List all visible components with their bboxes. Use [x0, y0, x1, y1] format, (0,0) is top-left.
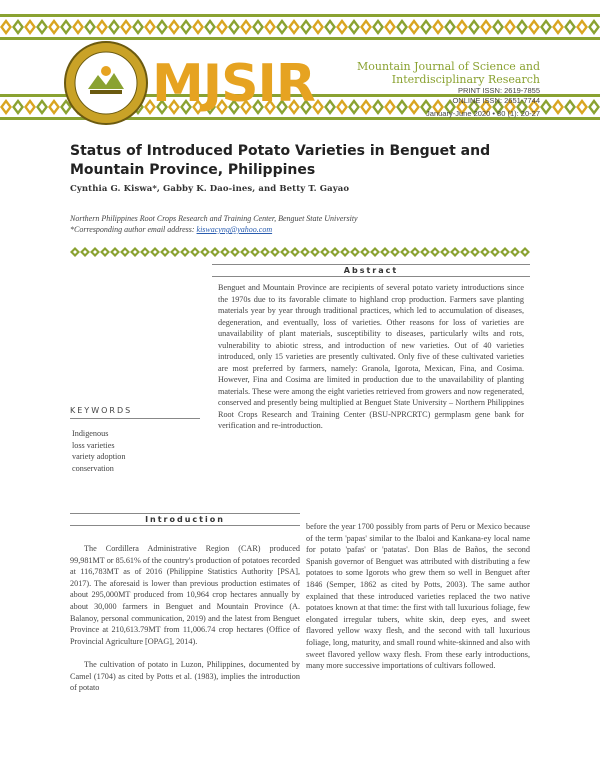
article-title: Status of Introduced Potato Varieties in Benguet and Mountain Province, Philippines [70, 143, 491, 178]
keyword-item: Indigenous [72, 429, 109, 438]
abstract-text: Benguet and Mountain Province are recipients of several potato variety introductions since the 1970s due to its favorable climate to highland crop production. Farmers save planting materials year by year through traditional practices, which led to accumulation of diseases, degeneration, and eventually, loss of varieties. Other reasons for loss of varieties are unavailability of plant materials, susceptibility to diseases, particularly wilts and rots, vulnerability to abiotic stress, and introduction of new varieties. Out of 40 varieties introduced, only 15 varieties are presently cultivated. Only five of these cultivated varieties are most preferred by farmers, namely: Granola, Igorota, Mexican, Fina, and Cosima. However, Fina and Cosima are limited in production due to the unavailability of planting materials. These were among the eight varieties retrieved from growers and now regenerated, conserved and presently being multiplied at Benguet State University – Northern Philippines Root Crops Research and Training Center (BSU-NPRCRTC) germplasm gene bank for verification and re-introduction. [218, 283, 524, 430]
keywords-list [72, 428, 125, 474]
keywords-rule [70, 418, 200, 419]
email-label: *Corresponding author email address: [70, 225, 195, 234]
introduction-left-column [70, 543, 300, 705]
keyword-item: conservation [72, 463, 114, 473]
online-issn: ONLINE ISSN: 2651-7744 [452, 96, 540, 105]
journal-logo: MJSIR [152, 54, 315, 114]
issue-info: January-June 2020 • 80 (1): 20-27 [426, 109, 540, 118]
keywords-heading: KEYWORDS [70, 406, 133, 415]
decorative-weave-band-top [0, 14, 600, 40]
intro-paragraph-2: The cultivation of potato in Luzon, Philippines, documented by Camel (1704) as cited by Potts et al. (1983), implies the introduction of potato [70, 659, 300, 693]
decorative-divider [70, 246, 530, 258]
issn-block [452, 86, 540, 106]
journal-name: Mountain Journal of Science and Interdisciplinary Research [356, 60, 540, 86]
email-link[interactable]: kiswacyng@yahoo.com [196, 225, 273, 234]
keyword-item: variety adoption [72, 452, 126, 461]
abstract-heading: Abstract [212, 264, 530, 277]
keyword-item: loss varieties [72, 440, 115, 450]
university-seal-logo [64, 41, 148, 125]
print-issn: PRINT ISSN: 2619-7855 [458, 86, 540, 95]
affiliation-block [70, 213, 358, 235]
intro-paragraph-3: before the year 1700 possibly from parts of Peru or Mexico because of the term 'papas' similar to the Ibaloi and Kankana-ey local name for potato 'pafas' or 'patatas'. Don Blas de Baños, the second Spanish governor of Benguet was attributed with distributing a few potatoes to some Igorots who grew them so well in Benguet after 1846 (Semper, 1862 as cited by Potts, 2003). The same author explained that these introduced varieties replaced the two native potatoes known at that time: the first with tall luxurious foliage, few elongated irregular tubers, white skin, deep eyes, and sweet flavored yellow waxy flesh, and the second with tall luxurious foliage, long, maturity, and small round white-skinned and also with sweet flavored yellow waxy flesh. From these early introductions, many more successive importations of cultivars followed. [306, 522, 530, 671]
intro-paragraph-1: The Cordillera Administrative Region (CAR) produced 99,981MT or 85.61% of the country's production of potatoes recorded at 116,783MT as of 2016 (Philippine Statistics Authority [PSA], 2017). The aforesaid is lower than previous production estimates of about 295,000MT produced from 10,964 crop hectares annually by about 30,000 farmers in Benguet and Mountain Province (A. Balanoy, personal communication, 2019) and the latest from Benguet Province at 210,613.79MT from 11,006.74 crop hectares (Office of Provincial Agriculture [OPAG], 2014). [70, 544, 300, 646]
corresponding-email-line [70, 224, 358, 235]
affiliation: Northern Philippines Root Crops Research and Training Center, Benguet State University [70, 214, 358, 223]
introduction-heading: Introduction [70, 513, 300, 526]
article-authors: Cynthia G. Kiswa*, Gabby K. Dao-ines, and Betty T. Gayao [70, 184, 350, 194]
